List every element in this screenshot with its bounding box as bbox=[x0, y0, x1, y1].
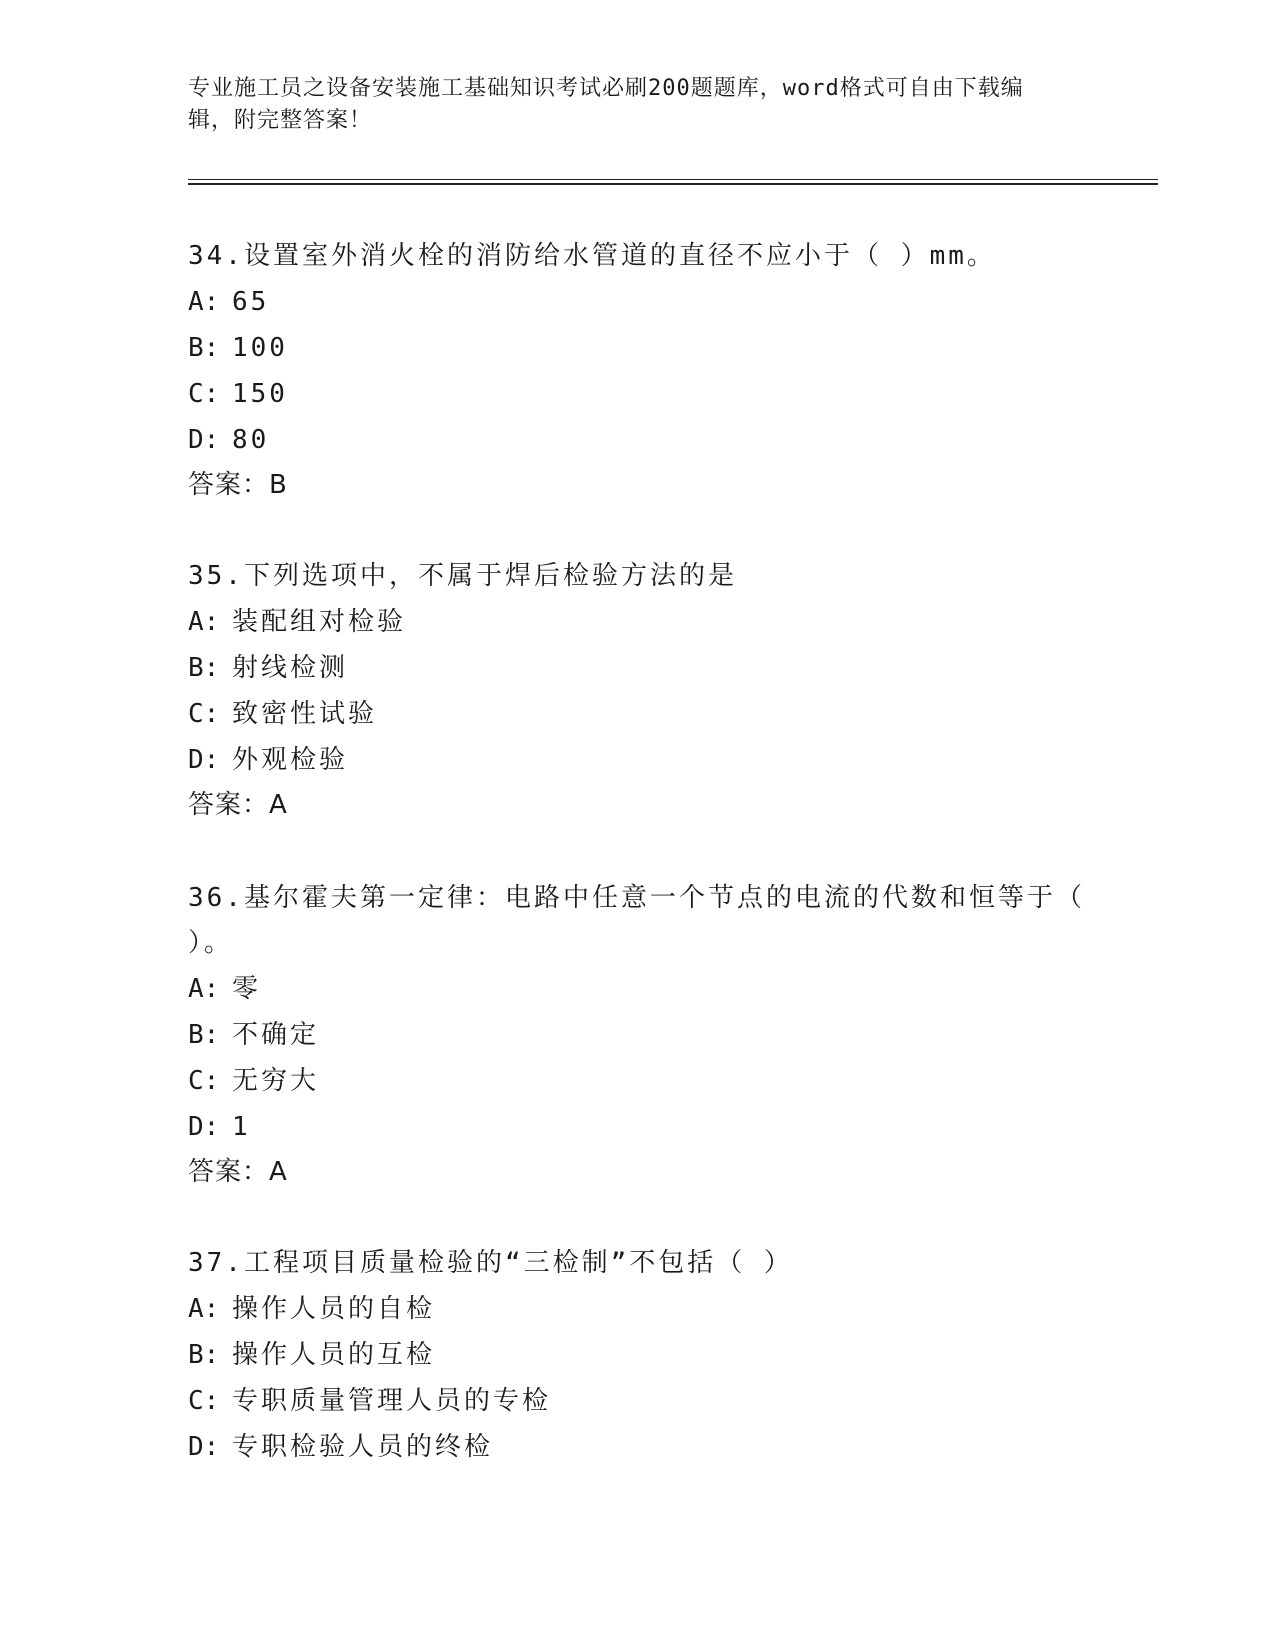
option-c bbox=[188, 1378, 1088, 1424]
question-37 bbox=[188, 1241, 1088, 1470]
option-d bbox=[188, 1424, 1088, 1470]
option-b bbox=[188, 645, 1088, 691]
option-text: 致密性试验 bbox=[232, 699, 378, 729]
option-label: D: bbox=[188, 425, 220, 455]
question-35 bbox=[188, 554, 1088, 827]
option-text: 操作人员的互检 bbox=[232, 1340, 436, 1370]
option-d bbox=[188, 737, 1088, 783]
option-text: 操作人员的自检 bbox=[232, 1294, 436, 1324]
option-label: C: bbox=[188, 1386, 220, 1416]
option-text: 专职质量管理人员的专检 bbox=[232, 1386, 552, 1416]
option-label: B: bbox=[188, 1340, 220, 1370]
question-stem: 34.设置室外消火栓的消防给水管道的直径不应小于（ ）mm。 bbox=[188, 241, 996, 271]
option-label: A: bbox=[188, 607, 220, 637]
option-label: A: bbox=[188, 1294, 220, 1324]
option-a bbox=[188, 966, 1088, 1012]
option-d bbox=[188, 417, 1088, 463]
option-label: C: bbox=[188, 1066, 220, 1096]
option-c bbox=[188, 691, 1088, 737]
option-text: 装配组对检验 bbox=[232, 607, 407, 637]
option-c bbox=[188, 371, 1088, 417]
question-stem: 36.基尔霍夫第一定律：电路中任意一个节点的电流的代数和恒等于（ ）。 bbox=[188, 883, 1085, 958]
option-a bbox=[188, 599, 1088, 645]
option-text: 100 bbox=[232, 333, 288, 363]
option-label: B: bbox=[188, 653, 220, 683]
option-label: C: bbox=[188, 379, 220, 409]
option-text: 1 bbox=[232, 1112, 251, 1142]
option-text: 150 bbox=[232, 379, 288, 409]
option-label: A: bbox=[188, 287, 220, 317]
question-34 bbox=[188, 234, 1088, 507]
answer-line: 答案：B bbox=[188, 470, 288, 500]
option-text: 65 bbox=[232, 287, 270, 317]
option-text: 80 bbox=[232, 425, 270, 455]
option-label: B: bbox=[188, 333, 220, 363]
option-b bbox=[188, 1332, 1088, 1378]
option-text: 无穷大 bbox=[232, 1066, 320, 1096]
option-c bbox=[188, 1058, 1088, 1104]
option-a bbox=[188, 1286, 1088, 1332]
header-divider-thin bbox=[188, 179, 1158, 180]
answer-line: 答案：A bbox=[188, 1157, 288, 1187]
option-label: D: bbox=[188, 1432, 220, 1462]
question-stem: 35.下列选项中，不属于焊后检验方法的是 bbox=[188, 561, 737, 591]
option-label: C: bbox=[188, 699, 220, 729]
option-a bbox=[188, 279, 1088, 325]
option-b bbox=[188, 1012, 1088, 1058]
question-stem: 37.工程项目质量检验的“三检制”不包括（ ） bbox=[188, 1248, 793, 1278]
option-text: 零 bbox=[232, 974, 262, 1004]
option-text: 专职检验人员的终检 bbox=[232, 1432, 494, 1462]
header-divider-thick bbox=[188, 183, 1158, 185]
option-label: D: bbox=[188, 1112, 220, 1142]
option-label: B: bbox=[188, 1020, 220, 1050]
answer-line: 答案：A bbox=[188, 790, 288, 820]
option-text: 外观检验 bbox=[232, 745, 349, 775]
option-label: A: bbox=[188, 974, 220, 1004]
option-label: D: bbox=[188, 745, 220, 775]
option-text: 射线检测 bbox=[232, 653, 349, 683]
option-b bbox=[188, 325, 1088, 371]
document-header: 专业施工员之设备安装施工基础知识考试必刷200题题库，word格式可自由下载编辑，附完整答案！ bbox=[188, 76, 1024, 133]
question-36 bbox=[188, 876, 1088, 1194]
option-text: 不确定 bbox=[232, 1020, 320, 1050]
option-d bbox=[188, 1104, 1088, 1150]
